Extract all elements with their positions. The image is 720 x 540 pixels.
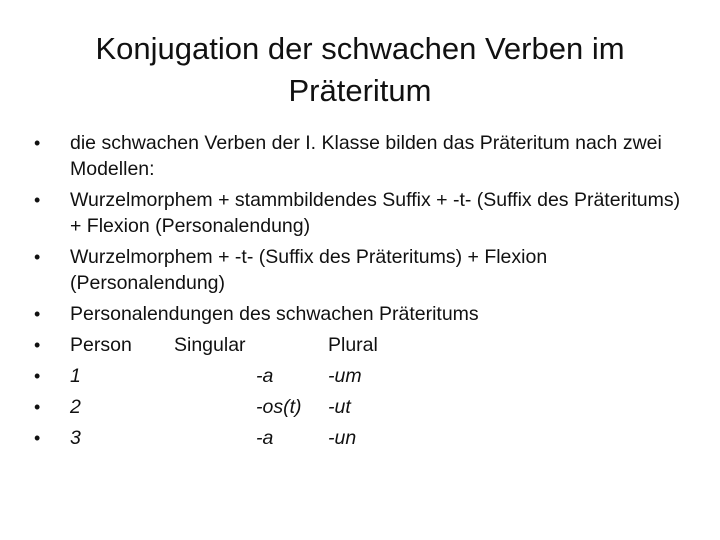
bullet-point-icon: • [34,190,41,210]
plural-cell: -ut [328,396,351,418]
bullet-item-3 [32,244,682,296]
bullet-item-1 [32,130,682,182]
person-cell: 2 [70,396,81,418]
bullet-text: die schwachen Verben der I. Klasse bilden das Präteritum nach zwei Modellen: [70,132,662,180]
header-person: Person [70,334,132,356]
bullet-point-icon: • [34,304,41,324]
table-row-1 [32,363,682,389]
bullet-point-icon: • [34,247,41,267]
person-cell: 3 [70,427,81,449]
bullet-list [32,130,682,456]
bullet-text: Personalendungen des schwachen Präteritums [70,303,479,325]
bullet-text: Wurzelmorphem + -t- (Suffix des Präteritums) + Flexion (Personalendung) [70,246,548,294]
bullet-text: Wurzelmorphem + stammbildendes Suffix + -t- (Suffix des Präteritums) + Flexion (Personalendung) [70,189,681,237]
bullet-item-4 [32,301,682,327]
slide-title: Konjugation der schwachen Verben im Präteritum [95,31,625,108]
bullet-point-icon: • [34,133,41,153]
bullet-point-icon: • [34,335,41,355]
table-row-3 [32,425,682,451]
person-cell: 1 [70,365,81,387]
plural-cell: -un [328,427,357,449]
header-singular: Singular [174,334,246,356]
singular-cell: -os(t) [256,396,302,418]
bullet-point-icon: • [34,366,41,386]
table-row-2 [32,394,682,420]
bullet-item-2 [32,187,682,239]
plural-cell: -um [328,365,362,387]
table-header-row [32,332,682,358]
bullet-point-icon: • [34,428,41,448]
bullet-point-icon: • [34,397,41,417]
singular-cell: -a [256,365,274,387]
header-plural: Plural [328,334,378,356]
singular-cell: -a [256,427,274,449]
